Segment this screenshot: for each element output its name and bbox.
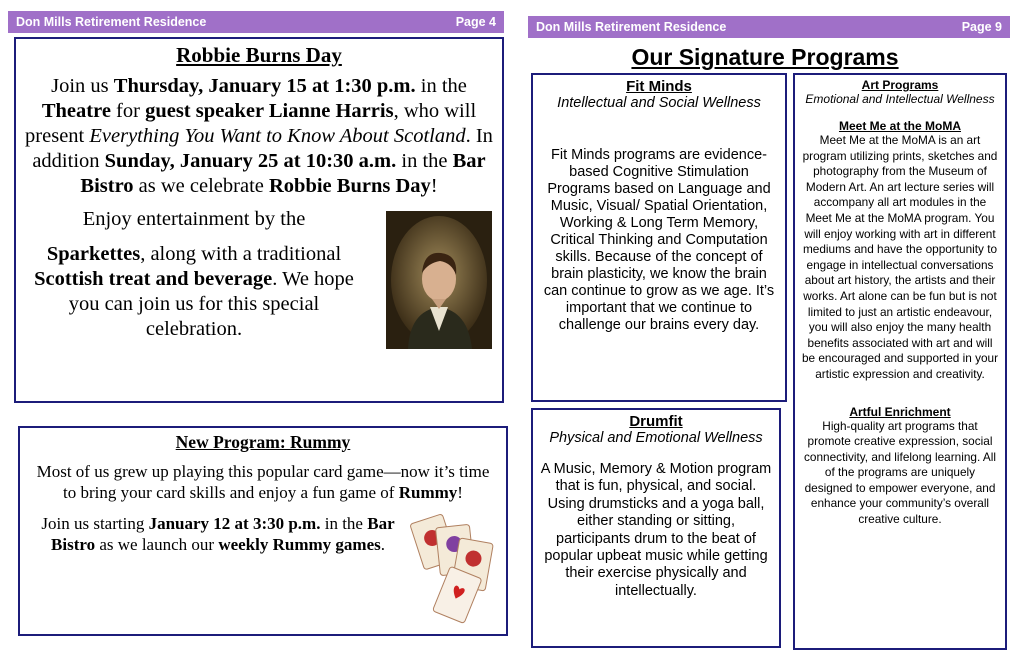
artful-enrichment-body: High-quality art programs that promote creative expression, social connectivity, and lifelong learning. All of the programs are uniquely designed to empower everyone, and enhance your community’s overall creative culture.	[804, 418, 996, 527]
playing-cards-illustration	[410, 506, 500, 624]
rummy-paragraph-2: Join us starting January 12 at 3:30 p.m. in the Bar Bistro as we launch our weekly Rummy games.	[41, 514, 395, 554]
meet-me-at-moma-title: Meet Me at the MoMA	[838, 119, 961, 133]
art-programs-title: Art Programs	[861, 78, 939, 92]
right-page-header	[528, 16, 1010, 38]
fit-minds-subtitle: Intellectual and Social Wellness	[557, 95, 761, 111]
drumfit-title: Drumfit	[629, 413, 683, 430]
art-programs-section	[793, 73, 1007, 650]
left-page-header	[8, 11, 504, 33]
robert-burns-portrait	[386, 211, 492, 349]
fit-minds-title: Fit Minds	[626, 78, 692, 95]
meet-me-at-moma-body: Meet Me at the MoMA is an art program utilizing prints, sketches and photography from the Museum of Modern Art. An art lecture series will accompany all art modules in the Meet Me at the MoMA program. You will enjoy working with art in different mediums and have the opportunity to engage in intellectual conversations about art history, the artists and their works. Art alone can be fun but is not limited to just an artistic endeavour, you will also enjoy the many health benefits associated with art and will be encouraged and supported in your artistic expression and creativity.	[801, 133, 999, 381]
right-header-org: Don Mills Retirement Residence	[536, 20, 727, 34]
burns-entertainment-line: Enjoy entertainment by the	[82, 208, 306, 230]
burns-entertainment-paragraph: Sparkettes, along with a traditional Scottish treat and beverage. We hope you can join us for this special celebration.	[34, 243, 354, 340]
artful-enrichment-title: Artful Enrichment	[849, 404, 951, 419]
rummy-title: New Program: Rummy	[175, 432, 351, 452]
drumfit-subtitle: Physical and Emotional Wellness	[549, 430, 763, 446]
signature-programs-title: Our Signature Programs	[631, 44, 899, 70]
drumfit-body: A Music, Memory & Motion program that is fun, physical, and social. Using drumsticks and a yoga ball, either standing or sitting, participants drum to the beat of popular upbeat music while getting their exercise physically and intellectually.	[540, 461, 772, 599]
rummy-section	[18, 426, 508, 636]
fit-minds-section	[531, 73, 787, 402]
rummy-paragraph-1: Most of us grew up playing this popular card game—now it’s time to bring your card skills and enjoy a fun game of Rummy!	[36, 462, 490, 502]
drumfit-section	[531, 408, 781, 648]
right-header-page: Page 9	[961, 20, 1002, 34]
left-header-page: Page 4	[455, 15, 496, 29]
burns-paragraph: Join us Thursday, January 15 at 1:30 p.m. in the Theatre for guest speaker Lianne Harris, who will present Everything You Want to Know About Scotland. In addition Sunday, January 25 at 10:30 a.m. in the Bar Bistro as we celebrate Robbie Burns Day!	[25, 75, 493, 197]
robbie-burns-section	[14, 37, 504, 403]
fit-minds-body: Fit Minds programs are evidence-based Cognitive Stimulation Programs based on Language and Music, Visual/ Spatial Orientation, Working & Long Term Memory, Critical Thinking and Computation skills. Because of the concept of brain plasticity, we know the brain can continue to grow as we age. It’s important that we continue to challenge our brains every day.	[543, 147, 775, 333]
art-programs-subtitle: Emotional and Intellectual Wellness	[805, 92, 995, 106]
left-header-org: Don Mills Retirement Residence	[16, 15, 207, 29]
burns-title: Robbie Burns Day	[176, 43, 342, 67]
